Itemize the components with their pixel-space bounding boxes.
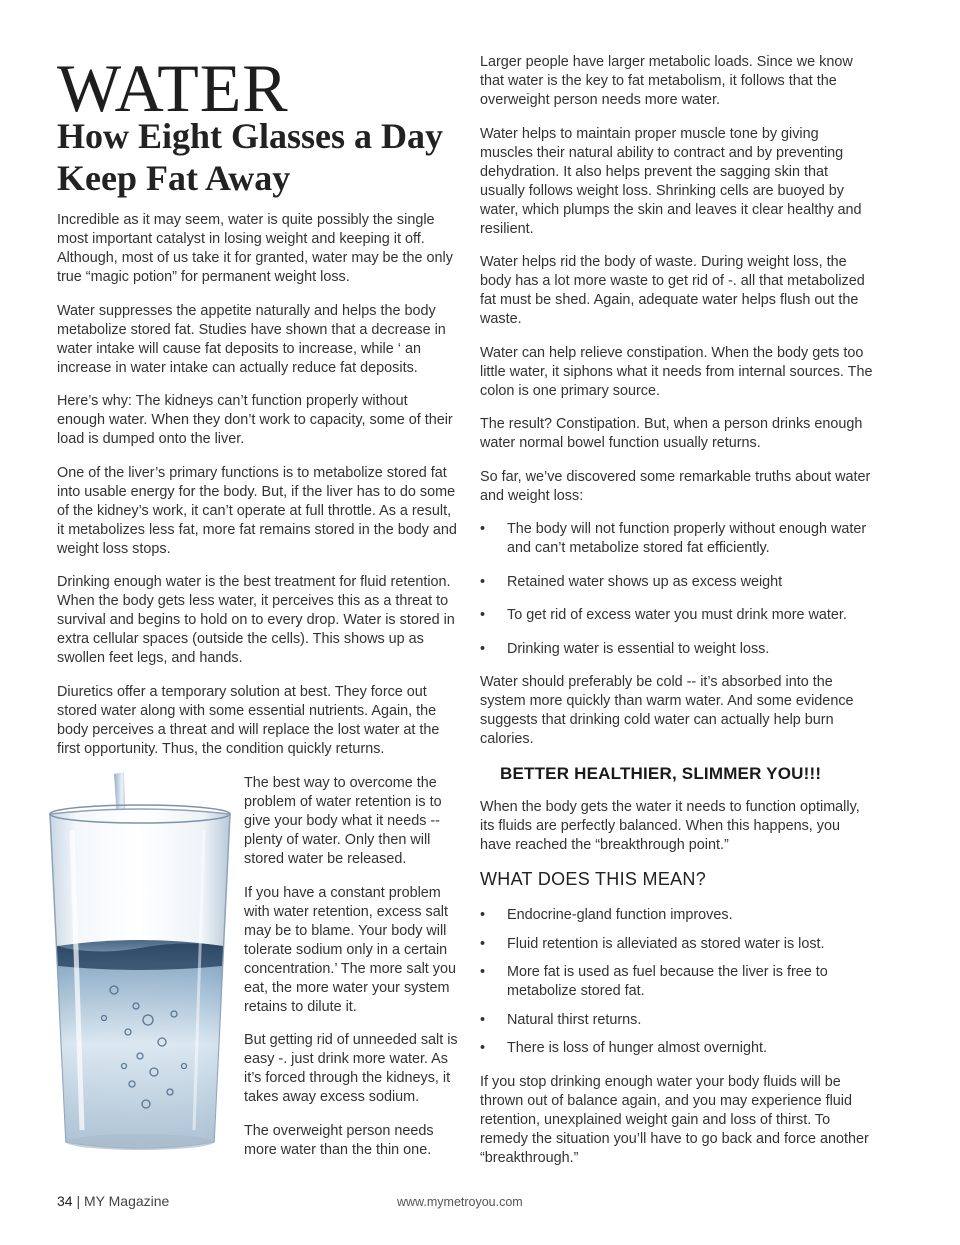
bullet-icon: • bbox=[480, 607, 486, 623]
paragraph: The overweight person needs more water than the thin one. bbox=[244, 1122, 434, 1158]
benefits-list bbox=[480, 906, 875, 1058]
list-item-text: More fat is used as fuel because the liver is free to metabolize stored fat. bbox=[507, 964, 828, 999]
list-item bbox=[480, 520, 875, 558]
paragraph: Water helps rid the body of waste. During weight loss, the body has a lot more waste to get rid of -. all that metabolized fat must be shed. Again, adequate water helps flush out the waste. bbox=[480, 254, 865, 327]
paragraph: So far, we’ve discovered some remarkable truths about water and weight loss: bbox=[480, 468, 871, 504]
list-item bbox=[480, 1011, 875, 1030]
list-item-text: Retained water shows up as excess weight bbox=[507, 573, 783, 590]
list-item bbox=[480, 640, 875, 659]
paragraph: If you stop drinking enough water your body fluids will be thrown out of balance again, and you may experience fluid retention, unexplained weight gain and loss of thirst. To remedy the situation you’ll have to go back and force another “breakthrough.” bbox=[480, 1073, 869, 1166]
list-item bbox=[480, 1039, 875, 1058]
paragraph: Water helps to maintain proper muscle tone by giving muscles their natural ability to contract and by preventing dehydration. It also helps prevent the sagging skin that usually follows weight loss. Shrinking cells are buoyed by water, which plumps the skin and leaves it clear healthy and resilient. bbox=[480, 125, 862, 237]
paragraph: Water can help relieve constipation. When the body gets too little water, it siphons what it needs from internal sources. The colon is one primary source. bbox=[480, 344, 873, 399]
paragraph: Water should preferably be cold -- it’s absorbed into the system more quickly than warm water. And some evidence suggests that drinking cold water can actually help burn calories. bbox=[480, 674, 854, 747]
paragraph: Larger people have larger metabolic loads. Since we know that water is the key to fat metabolism, it follows that the overweight person needs more water. bbox=[480, 54, 853, 108]
list-item-text: Endocrine-gland function improves. bbox=[507, 907, 733, 923]
left-column bbox=[57, 211, 457, 773]
page-footer bbox=[57, 1193, 169, 1209]
article-subtitle: How Eight Glasses a Day Keep Fat Away bbox=[57, 116, 444, 198]
bullet-icon: • bbox=[480, 907, 486, 923]
list-item-text: Natural thirst returns. bbox=[507, 1011, 642, 1028]
paragraph: But getting rid of unneeded salt is easy -. just drink more water. As it’s forced through the kidneys, it takes away excess sodium. bbox=[244, 1032, 458, 1105]
bullet-icon: • bbox=[480, 1040, 486, 1056]
list-item-text: To get rid of excess water you must drink more water. bbox=[507, 607, 847, 623]
footer-separator: | bbox=[76, 1193, 81, 1209]
paragraph: If you have a constant problem with water retention, excess salt may be to blame. Your body will tolerate sodium only in a certain concentration.’ The more salt you eat, the more water your system retains to dilute it. bbox=[244, 884, 456, 1015]
bullet-icon: • bbox=[480, 573, 486, 590]
right-column bbox=[480, 53, 875, 1182]
paragraph: The best way to overcome the problem of water retention is to give your body what it needs -- plenty of water. Only then will stored water be released. bbox=[244, 775, 442, 867]
list-item bbox=[480, 606, 875, 625]
list-item-text: Fluid retention is alleviated as stored water is lost. bbox=[507, 935, 825, 952]
list-item-text: There is loss of hunger almost overnight. bbox=[507, 1040, 767, 1056]
section-heading: WHAT DOES THIS MEAN? bbox=[480, 869, 707, 889]
list-item bbox=[480, 935, 875, 954]
page-number: 34 bbox=[57, 1193, 73, 1209]
paragraph: Drinking enough water is the best treatment for fluid retention. When the body gets less water, it perceives this as a threat to survival and begins to hold on to every drop. Water is stored in extra cellular spaces (outside the cells). This shows up as swollen feet legs, and hands. bbox=[57, 574, 455, 666]
list-item-text: The body will not function properly without enough water and can’t metabolize stored fat efficiently. bbox=[507, 521, 867, 556]
bullet-icon: • bbox=[480, 521, 486, 537]
bullet-icon: • bbox=[480, 964, 486, 980]
article-title: WATER bbox=[57, 50, 289, 126]
paragraph: Here’s why: The kidneys can’t function properly without enough water. When they don’t work to capacity, some of their load is dumped onto the liver. bbox=[57, 393, 453, 447]
list-item bbox=[480, 573, 875, 592]
paragraph: Incredible as it may seem, water is quite possibly the single most important catalyst in losing weight and keeping it off. Although, most of us take it for granted, water may be the only true “magic potion” for permanent weight loss. bbox=[57, 212, 453, 285]
inset-column bbox=[244, 774, 458, 1174]
paragraph: One of the liver’s primary functions is to metabolize stored fat into usable energy for the body. But, if the liver has to do some of the kidney’s work, it can’t operate at full throttle. As a result, it metabolizes less fat, more fat remains stored in the body and weight loss stops. bbox=[57, 464, 457, 557]
footer-url[interactable]: www.mymetroyou.com bbox=[397, 1195, 523, 1209]
paragraph: The result? Constipation. But, when a person drinks enough water normal bowel function usually returns. bbox=[480, 416, 863, 451]
truths-list bbox=[480, 520, 875, 659]
water-glass-icon bbox=[44, 770, 236, 1158]
magazine-name: MY Magazine bbox=[84, 1193, 170, 1209]
water-glass-illustration bbox=[44, 770, 236, 1158]
bullet-icon: • bbox=[480, 640, 486, 657]
bullet-icon: • bbox=[480, 1011, 486, 1028]
list-item-text: Drinking water is essential to weight loss. bbox=[507, 640, 770, 657]
bullet-icon: • bbox=[480, 935, 486, 952]
paragraph: Diuretics offer a temporary solution at best. They force out stored water along with some essential nutrients. Again, the body perceives a threat and will replace the lost water at the first opportunity. Thus, the condition quickly returns. bbox=[57, 683, 440, 757]
section-banner: BETTER HEALTHIER, SLIMMER YOU!!! bbox=[500, 763, 822, 783]
list-item bbox=[480, 963, 875, 1001]
paragraph: When the body gets the water it needs to function optimally, its fluids are perfectly balanced. When this happens, you have reached the “breakthrough point.” bbox=[480, 798, 860, 853]
list-item bbox=[480, 906, 875, 925]
paragraph: Water suppresses the appetite naturally and helps the body metabolize stored fat. Studies have shown that a decrease in water intake will cause fat deposits to increase, while ‘ an increase in water intake can actually reduce fat deposits. bbox=[57, 302, 446, 376]
